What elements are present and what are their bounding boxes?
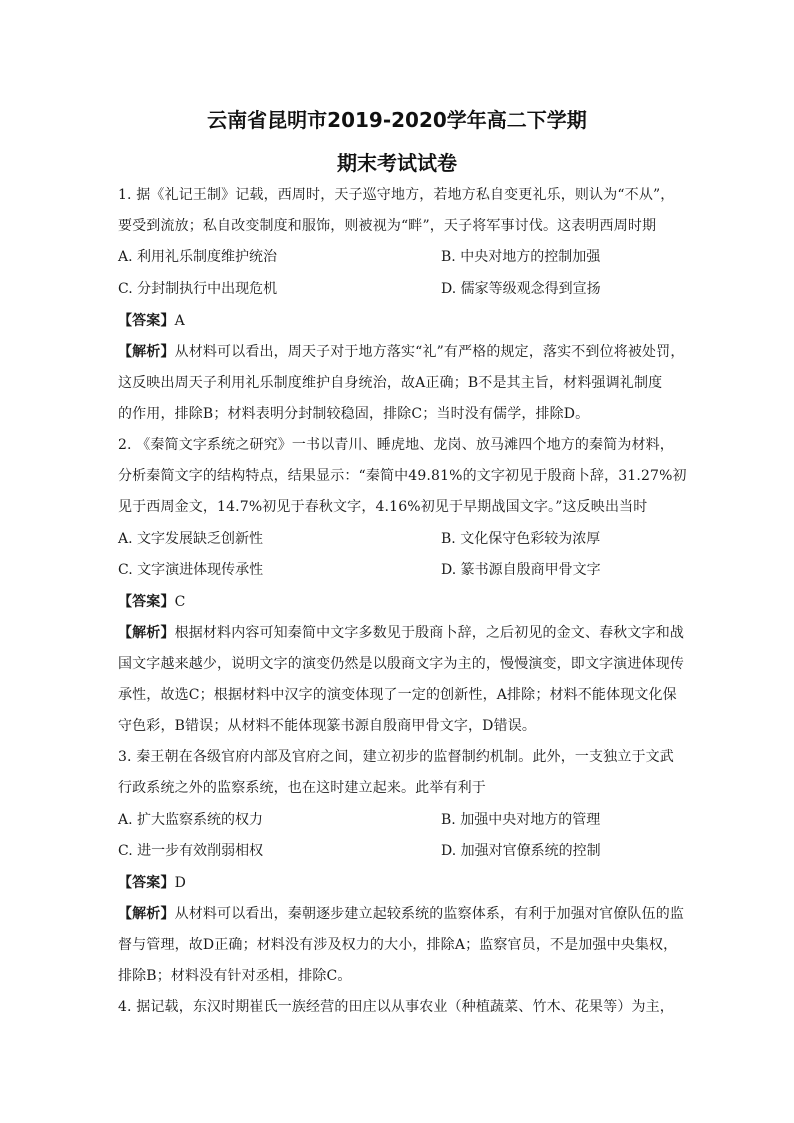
analysis-text: 根据材料内容可知秦简中文字多数见于殷商卜辞，之后初见的金文、春秋文字和战: [174, 625, 685, 641]
question-2-answer: [118, 592, 678, 612]
question-1-option-d: D. 儒家等级观念得到宣扬: [441, 281, 601, 297]
analysis-label: 【解析】: [118, 906, 175, 922]
exam-title: 云南省昆明市2019-2020学年高二下学期: [207, 108, 587, 132]
answer-value: D: [174, 875, 186, 891]
question-2-option-b: B. 文化保守色彩较为浓厚: [441, 531, 601, 547]
question-3-analysis-line: [118, 904, 685, 924]
exam-subtitle: 期末考试试卷: [337, 151, 457, 175]
question-2-stem-line: 分析秦简文字的结构特点，结果显示：“秦简中49.81%的文字初见于殷商卜辞，31.27%初: [118, 468, 687, 484]
question-1-analysis-line: 这反映出周天子利用礼乐制度维护自身统治，故A正确；B不是其主旨，材料强调礼制度: [118, 375, 663, 391]
question-1-stem-line: 1. 据《礼记王制》记载，西周时，天子巡守地方，若地方私自变更礼乐，则认为“不从”，: [118, 187, 675, 203]
question-3-stem-line: 行政系统之外的监察系统，也在这时建立起来。此举有利于: [118, 780, 486, 796]
answer-label: 【答案】: [118, 875, 175, 891]
question-1-stem-line: 要受到流放；私自改变制度和服饰，则被视为“畔”，天子将军事讨伐。这表明西周时期: [118, 218, 657, 234]
question-1-option-a: A. 利用礼乐制度维护统治: [118, 249, 278, 265]
question-1-option-c: C. 分封制执行中出现危机: [118, 281, 278, 297]
question-3-option-d: D. 加强对官僚系统的控制: [441, 843, 601, 859]
question-2-option-a: A. 文字发展缺乏创新性: [118, 531, 264, 547]
analysis-text: 从材料可以看出，秦朝逐步建立起较系统的监察体系，有利于加强对官僚队伍的监: [174, 906, 685, 922]
question-1-analysis-line: [118, 342, 685, 362]
question-3-option-a: A. 扩大监察系统的权力: [118, 812, 264, 828]
question-1-analysis-line: 的作用，排除B；材料表明分封制较稳固，排除C；当时没有儒学，排除D。: [118, 406, 590, 422]
analysis-label: 【解析】: [118, 344, 175, 360]
analysis-text: 从材料可以看出，周天子对于地方落实“礼”有严格的规定，落实不到位将被处罚，: [174, 344, 685, 360]
question-1-answer: [118, 311, 678, 331]
question-3-analysis-line: 督与管理，故D正确；材料没有涉及权力的大小，排除A；监察官员，不是加强中央集权，: [118, 937, 678, 953]
question-2-option-c: C. 文字演进体现传承性: [118, 562, 264, 578]
question-2-analysis-line: 国文字越来越少，说明文字的演变仍然是以殷商文字为主的，慢慢演变，即文字演进体现传: [118, 656, 684, 672]
question-2-stem-line: 2. 《秦简文字系统之研究》一书以青川、睡虎地、龙岗、放马滩四个地方的秦简为材料，: [118, 437, 674, 453]
answer-value: A: [174, 313, 185, 329]
question-1-option-b: B. 中央对地方的控制加强: [441, 249, 601, 265]
question-3-answer: [118, 873, 678, 893]
answer-label: 【答案】: [118, 313, 175, 329]
question-4-stem-line: 4. 据记载，东汉时期崔氏一族经营的田庄以从事农业（种植蔬菜、竹木、花果等）为主，: [118, 999, 674, 1015]
question-3-option-c: C. 进一步有效削弱相权: [118, 843, 264, 859]
question-2-stem-line: 见于西周金文，14.7%初见于春秋文字，4.16%初见于早期战国文字。”这反映出当时: [118, 499, 648, 515]
question-3-stem-line: 3. 秦王朝在各级官府内部及官府之间，建立初步的监督制约机制。此外，一支独立于文武: [118, 749, 674, 765]
answer-label: 【答案】: [118, 594, 175, 610]
analysis-label: 【解析】: [118, 625, 175, 641]
question-3-option-b: B. 加强中央对地方的管理: [441, 812, 601, 828]
question-2-analysis-line: 承性，故选C；根据材料中汉字的演变体现了一定的创新性，A排除；材料不能体现文化保: [118, 687, 677, 703]
question-2-analysis-line: [118, 623, 685, 643]
question-2-analysis-line: 守色彩，B错误；从材料不能体现篆书源自殷商甲骨文字，D错误。: [118, 718, 537, 734]
question-2-option-d: D. 篆书源自殷商甲骨文字: [441, 562, 601, 578]
question-3-analysis-line: 排除B；材料没有针对丞相，排除C。: [118, 968, 352, 984]
answer-value: C: [174, 594, 186, 610]
